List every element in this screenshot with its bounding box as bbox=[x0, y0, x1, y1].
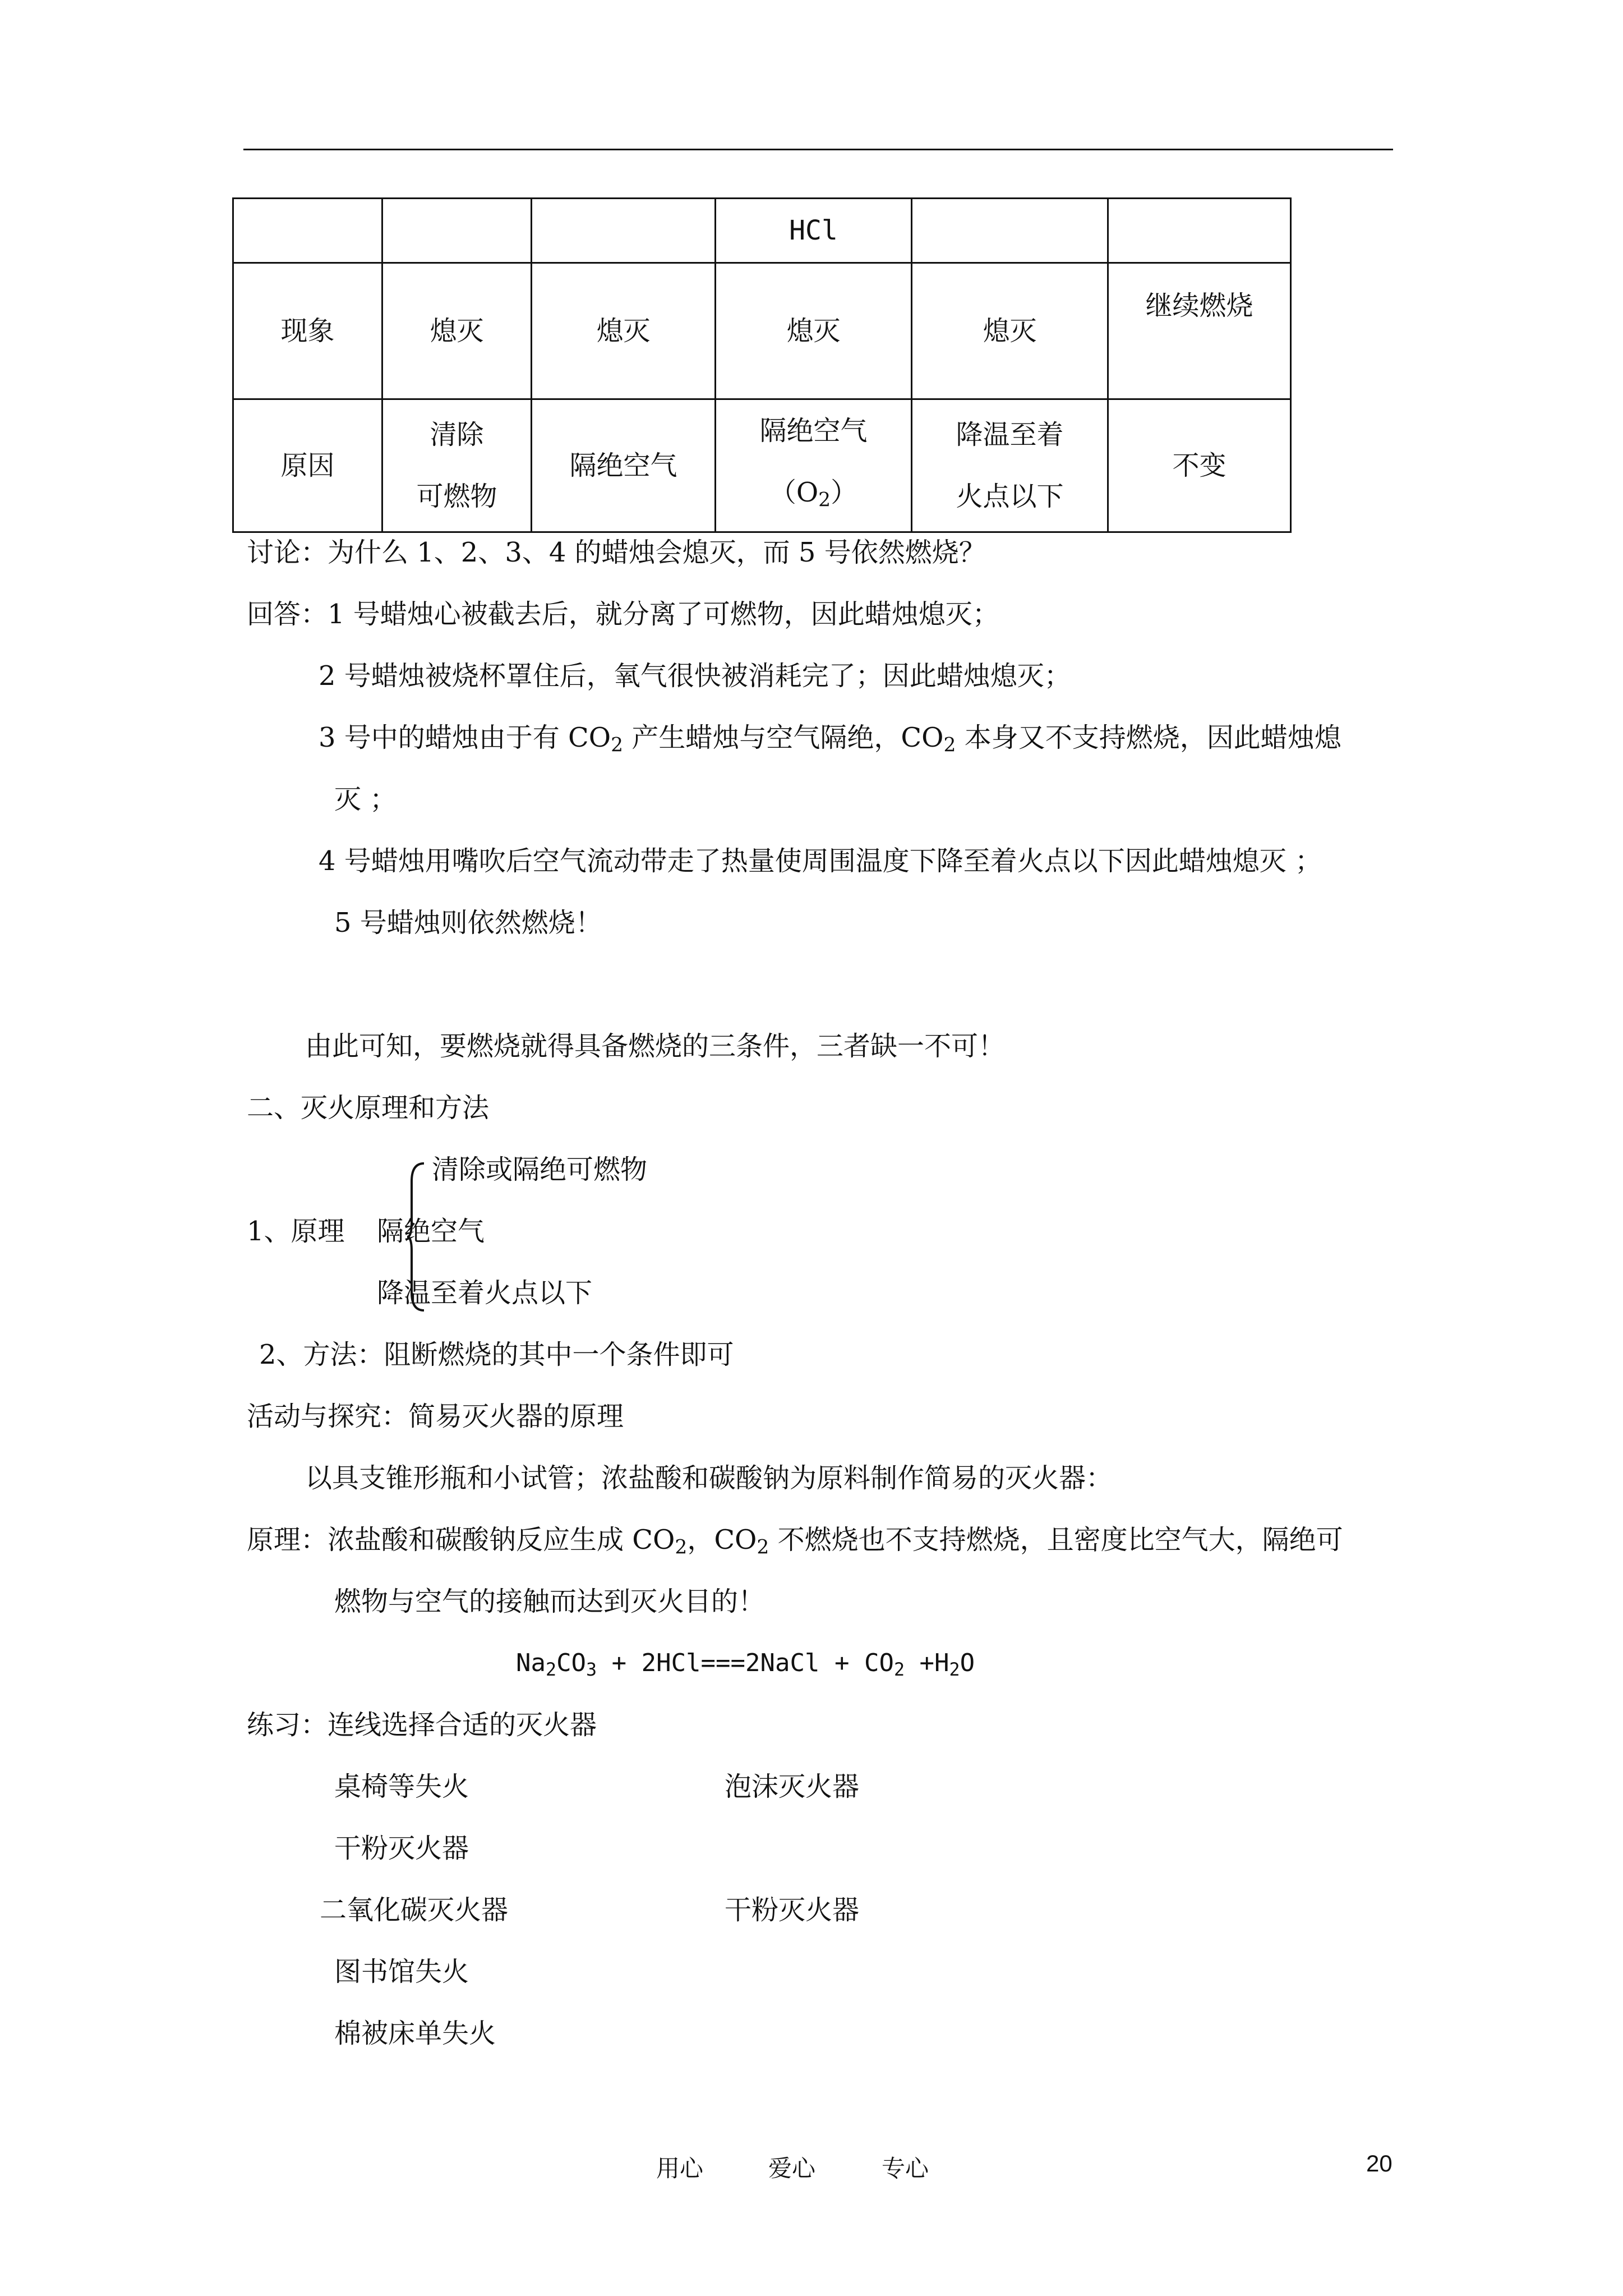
table-cell bbox=[1108, 199, 1291, 263]
table-cell: HCl bbox=[716, 199, 912, 263]
footer-motto: 用心 bbox=[656, 2155, 704, 2182]
cell-line: 清除 bbox=[430, 418, 484, 450]
answer-line-3 bbox=[319, 721, 1341, 762]
activity-principle-continued: 燃物与空气的接触而达到灭火目的！ bbox=[334, 1586, 766, 1617]
table-cell bbox=[912, 399, 1108, 532]
cell-line: 可燃物 bbox=[416, 480, 497, 512]
cell-text: （O bbox=[769, 477, 819, 508]
text: ，CO bbox=[687, 1524, 757, 1556]
table-cell bbox=[382, 399, 532, 532]
footer-motto: 爱心 bbox=[768, 2155, 816, 2182]
table-cell: 继续燃烧 bbox=[1108, 263, 1291, 399]
conclusion: 由此可知，要燃烧就得具备燃烧的三条件，三者缺一不可！ bbox=[305, 1030, 1006, 1062]
table-cell: 熄灭 bbox=[912, 263, 1108, 399]
text: 不燃烧也不支持燃烧，且密度比空气大，隔绝可 bbox=[769, 1524, 1343, 1556]
principle-item: 降温至着火点以下 bbox=[377, 1277, 593, 1309]
table-row bbox=[233, 263, 1291, 399]
table-row bbox=[233, 199, 1291, 263]
text: 产生蜡烛与空气隔绝，CO bbox=[623, 722, 944, 753]
section-heading: 二、灭火原理和方法 bbox=[247, 1092, 490, 1124]
table-cell: 熄灭 bbox=[382, 263, 532, 399]
activity-heading: 活动与探究：简易灭火器的原理 bbox=[247, 1401, 624, 1432]
subscript: 2 bbox=[675, 1536, 688, 1559]
text: 本身又不支持燃烧，因此蜡烛熄 bbox=[956, 722, 1341, 753]
exercise-left-item: 桌椅等失火 bbox=[334, 1771, 469, 1802]
text: 3 号中的蜡烛由于有 CO bbox=[319, 722, 611, 753]
table-cell bbox=[532, 199, 716, 263]
table-cell bbox=[912, 199, 1108, 263]
subscript: 2 bbox=[611, 734, 624, 757]
exercise-left-item: 图书馆失火 bbox=[334, 1956, 469, 1987]
cell-line bbox=[716, 462, 911, 531]
table-cell: 隔绝空气 bbox=[532, 399, 716, 532]
text: 原理：浓盐酸和碳酸钠反应生成 CO bbox=[247, 1524, 675, 1556]
chemical-equation: $Na_2CO_3$ + 2HCl===2NaCl + $CO_2 +H_2O$ bbox=[516, 1649, 975, 1680]
header-rule bbox=[243, 149, 1393, 150]
row-label: 原因 bbox=[233, 399, 382, 532]
exercise-heading: 练习：连线选择合适的灭火器 bbox=[247, 1709, 597, 1741]
cell-line: 降温至着 bbox=[956, 418, 1064, 450]
subscript: 2 bbox=[757, 1536, 769, 1559]
row-label: 现象 bbox=[233, 263, 382, 399]
answer-line-2: 2 号蜡烛被烧杯罩住后，氧气很快被消耗完了；因此蜡烛熄灭； bbox=[319, 660, 1071, 692]
subscript: 2 bbox=[818, 489, 831, 512]
principle-label: 1、原理 bbox=[247, 1216, 345, 1247]
experiment-result-table bbox=[232, 197, 1292, 533]
exercise-left-item: 棉被床单失火 bbox=[334, 2018, 496, 2049]
activity-intro: 以具支锥形瓶和小试管；浓盐酸和碳酸钠为原料制作简易的灭火器： bbox=[305, 1462, 1113, 1494]
principle-item: 隔绝空气 bbox=[377, 1216, 485, 1247]
table-cell bbox=[382, 199, 532, 263]
table-cell bbox=[716, 399, 912, 532]
table-cell: 熄灭 bbox=[716, 263, 912, 399]
discussion-question: 讨论：为什么 1、2、3、4 的蜡烛会熄灭，而 5 号依然燃烧？ bbox=[247, 537, 986, 568]
cell-text: ） bbox=[831, 477, 858, 508]
exercise-left-item: 二氧化碳灭火器 bbox=[320, 1894, 509, 1926]
subscript: 2 bbox=[943, 734, 956, 757]
table-cell: 不变 bbox=[1108, 399, 1291, 532]
exercise-left-item: 干粉灭火器 bbox=[334, 1833, 469, 1864]
answer-line-5: 5 号蜡烛则依然燃烧！ bbox=[334, 907, 602, 938]
answer-line-3-continued: 灭 ； bbox=[334, 784, 397, 815]
principle-item: 清除或隔绝可燃物 bbox=[432, 1154, 648, 1185]
table-cell: 熄灭 bbox=[532, 263, 716, 399]
answer-line-4: 4 号蜡烛用嘴吹后空气流动带走了热量使周围温度下降至着火点以下因此蜡烛熄灭 ； bbox=[319, 845, 1322, 877]
table-cell bbox=[233, 199, 382, 263]
method-line: 2、方法：阻断燃烧的其中一个条件即可 bbox=[259, 1339, 734, 1370]
footer-motto: 专心 bbox=[882, 2155, 929, 2182]
table-row bbox=[233, 399, 1291, 532]
page-number: 20 bbox=[1366, 2150, 1393, 2177]
cell-line: 火点以下 bbox=[956, 480, 1064, 512]
cell-line: 隔绝空气 bbox=[759, 415, 868, 447]
exercise-right-item: 干粉灭火器 bbox=[725, 1894, 860, 1926]
exercise-right-item: 泡沫灭火器 bbox=[725, 1771, 860, 1802]
answer-line-1: 回答：1 号蜡烛心被截去后，就分离了可燃物，因此蜡烛熄灭； bbox=[247, 599, 999, 630]
activity-principle bbox=[247, 1523, 1343, 1565]
